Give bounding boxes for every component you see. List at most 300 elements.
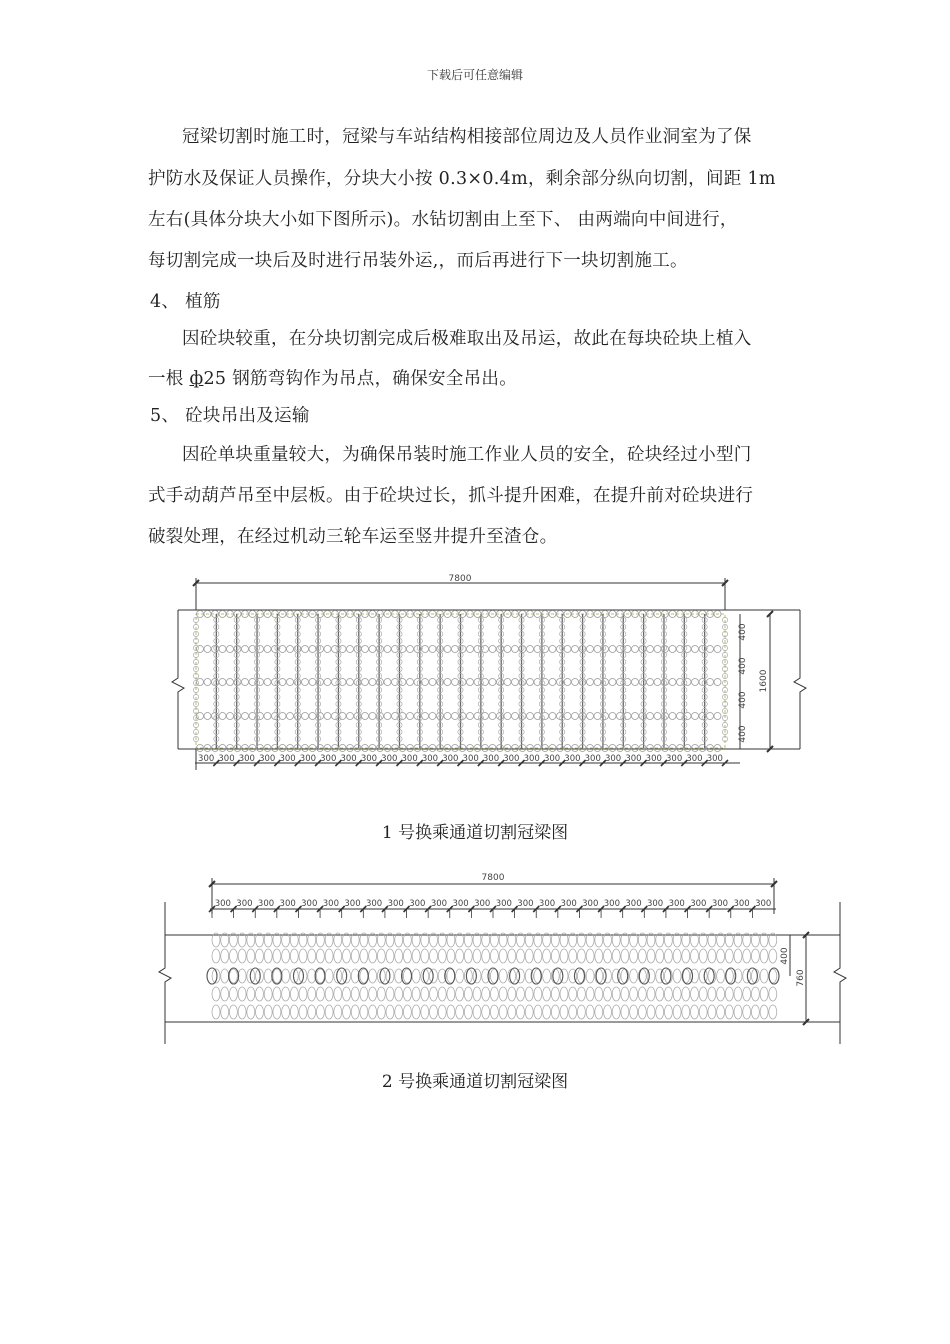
paragraph-1-line-4: 每切割完成一块后及时进行吊装外运,，而后再进行下一块切割施工。 — [148, 251, 688, 271]
fig2-hole — [725, 949, 733, 963]
fig1-hole — [512, 679, 519, 686]
paragraph-1-line-1: 冠梁切割时施工时，冠梁与车站结构相接部位周边及人员作业洞室为了保 — [182, 127, 752, 147]
fig1-hole — [594, 679, 601, 686]
fig2-hole — [577, 987, 585, 1001]
fig2-hole — [569, 949, 577, 963]
fig1-hole — [639, 646, 646, 653]
fig1-hole — [347, 646, 354, 653]
fig2-hole — [334, 1005, 342, 1019]
fig1-hole — [662, 646, 669, 653]
fig2-hole — [551, 1005, 559, 1019]
fig1-hole — [549, 679, 556, 686]
fig2-hole — [212, 987, 220, 1001]
fig2-segment-label: 300 — [452, 899, 469, 909]
fig1-hole — [212, 679, 219, 686]
fig2-hole — [525, 1005, 533, 1019]
fig2-hole — [525, 987, 533, 1001]
fig2-hole — [369, 949, 377, 963]
fig1-segment-label: 300 — [503, 754, 520, 764]
paragraph-2-line-1: 因砼块较重，在分块切割完成后极难取出及吊运，故此在每块砼块上植入 — [182, 329, 752, 349]
fig2-hole — [604, 987, 612, 1001]
fig2-hole — [273, 949, 281, 963]
fig1-hole — [482, 679, 489, 686]
fig1-segment-dimensions — [198, 754, 728, 766]
fig2-hole — [299, 1005, 307, 1019]
fig2-hole — [751, 969, 759, 983]
fig1-hole — [219, 646, 226, 653]
fig1-hole — [384, 646, 391, 653]
fig1-segment-label: 300 — [645, 754, 662, 764]
fig2-hole — [725, 1005, 733, 1019]
fig2-hole — [238, 969, 246, 983]
fig2-hole — [430, 949, 438, 963]
fig2-hole — [221, 969, 229, 983]
fig2-segment-label: 300 — [257, 899, 275, 909]
fig2-segment-label: 300 — [409, 899, 426, 909]
fig2-segment-label: 300 — [279, 899, 296, 909]
fig2-hole — [447, 949, 455, 963]
fig2-hole — [360, 949, 368, 963]
fig2-hole — [456, 969, 464, 983]
fig2-hole — [577, 1005, 585, 1019]
fig2-hole — [621, 987, 629, 1001]
fig1-segment-label: 300 — [218, 754, 235, 764]
fig1-hole — [707, 679, 714, 686]
fig1-hole — [474, 646, 481, 653]
fig2-segment-label: 300 — [560, 899, 577, 909]
fig1-hole — [242, 679, 249, 686]
fig2-hole — [386, 1005, 394, 1019]
fig1-hole — [219, 679, 226, 686]
fig1-hole — [429, 646, 436, 653]
fig2-hole — [325, 1005, 333, 1019]
fig2-hole — [430, 987, 438, 1001]
fig1-segment-label: 300 — [482, 754, 500, 764]
fig1-hole — [362, 646, 369, 653]
fig2-segment-label: 300 — [322, 899, 340, 909]
fig1-hole — [609, 713, 616, 720]
fig2-hole — [264, 1005, 272, 1019]
fig2-hole — [543, 969, 551, 983]
fig2-segment-label: 300 — [625, 899, 642, 909]
fig1-hole — [564, 646, 571, 653]
fig2-hole — [325, 987, 333, 1001]
fig2-hole — [369, 987, 377, 1001]
fig2-segment-label: 300 — [582, 899, 599, 909]
fig2-hole — [369, 1005, 377, 1019]
fig2-hole — [699, 949, 707, 963]
fig1-hole — [362, 679, 369, 686]
fig2-hole — [621, 1005, 629, 1019]
fig2-segment-label: 300 — [214, 899, 231, 909]
fig2-hole — [734, 949, 742, 963]
fig1-hole — [212, 646, 219, 653]
fig1-segment-label: 300 — [238, 754, 255, 764]
fig2-hole — [229, 949, 237, 963]
fig2-hole — [386, 949, 394, 963]
fig2-drill-hole-grid — [207, 933, 779, 1019]
section-4-heading: 4、 植筋 — [150, 292, 221, 312]
fig1-segment-label: 300 — [625, 754, 642, 764]
fig1-hole — [287, 679, 294, 686]
fig2-segment-label: 300 — [538, 899, 556, 909]
fig1-segment-label: 300 — [421, 754, 439, 764]
fig2-hole — [264, 987, 272, 1001]
fig1-hole — [227, 679, 234, 686]
paragraph-1-line-2: 护防水及保证人员操作，分块大小按 0.3×0.4m，剩余部分纵向切割，间距 1m — [148, 169, 776, 189]
fig1-segment-label: 300 — [340, 754, 357, 764]
fig2-hole — [604, 949, 612, 963]
fig2-segment-label: 300 — [474, 899, 491, 909]
fig2-hole — [403, 1005, 411, 1019]
fig2-hole — [221, 949, 229, 963]
fig2-hole — [377, 949, 385, 963]
fig1-hole — [242, 713, 249, 720]
fig1-hole — [264, 646, 271, 653]
fig1-row-label: 400 — [738, 623, 748, 641]
fig2-hole — [760, 969, 768, 983]
fig1-hole — [384, 713, 391, 720]
fig2-hole — [247, 987, 255, 1001]
fig2-hole — [708, 949, 716, 963]
fig2-hole — [351, 987, 359, 1001]
fig1-hole — [354, 679, 361, 686]
fig2-hole — [273, 1005, 281, 1019]
paragraph-3-line-1: 因砼单块重量较大，为确保吊装时施工作业人员的安全，砼块经过小型门 — [182, 445, 752, 465]
fig2-hole — [316, 987, 324, 1001]
fig1-hole — [227, 646, 234, 653]
fig2-hole — [543, 949, 551, 963]
fig1-hole — [692, 713, 699, 720]
fig1-hole — [197, 646, 204, 653]
fig2-hole — [308, 1005, 316, 1019]
fig2-hole — [525, 949, 533, 963]
fig1-hole — [714, 646, 721, 653]
fig2-hole — [316, 949, 324, 963]
fig2-hole — [421, 1005, 429, 1019]
fig2-segment-label: 300 — [711, 899, 729, 909]
fig2-hole — [273, 987, 281, 1001]
fig1-hole — [467, 646, 474, 653]
fig2-hole — [595, 1005, 603, 1019]
fig2-hole — [395, 949, 403, 963]
fig2-hole — [656, 987, 664, 1001]
fig2-hole — [708, 987, 716, 1001]
fig1-hole — [587, 679, 594, 686]
fig2-hole — [282, 1005, 290, 1019]
fig1-hole — [572, 713, 579, 720]
fig1-hole — [467, 713, 474, 720]
fig2-hole — [421, 949, 429, 963]
fig2-break-left — [159, 902, 171, 1044]
fig1-hole — [512, 713, 519, 720]
fig1-hole — [287, 713, 294, 720]
fig1-hole — [309, 713, 316, 720]
fig1-hole — [519, 679, 526, 686]
fig1-hole — [594, 713, 601, 720]
fig2-hole — [430, 1005, 438, 1019]
fig2-hole — [421, 987, 429, 1001]
fig1-segment-label: 300 — [686, 754, 703, 764]
fig1-hole — [542, 679, 549, 686]
fig2-hole — [717, 969, 725, 983]
fig1-hole — [309, 679, 316, 686]
fig2-hole — [490, 1005, 498, 1019]
fig1-segment-label: 300 — [523, 754, 540, 764]
fig2-hole — [299, 987, 307, 1001]
fig2-hole — [351, 949, 359, 963]
fig2-hole — [543, 987, 551, 1001]
fig1-hole — [339, 679, 346, 686]
fig2-hole — [360, 1005, 368, 1019]
fig2-hole — [499, 1005, 507, 1019]
fig2-hole — [264, 949, 272, 963]
fig2-hole — [473, 1005, 481, 1019]
fig2-hole — [630, 1005, 638, 1019]
fig2-hole — [569, 987, 577, 1001]
fig2-hole — [691, 987, 699, 1001]
fig2-hole — [334, 949, 342, 963]
fig1-hole — [362, 713, 369, 720]
fig2-hole — [569, 1005, 577, 1019]
paragraph-3-line-2: 式手动葫芦吊至中层板。由于砼块过长，抓斗提升困难，在提升前对砼块进行 — [148, 486, 754, 506]
fig2-hole — [438, 987, 446, 1001]
fig1-hole — [572, 679, 579, 686]
fig2-hole — [673, 987, 681, 1001]
fig1-segment-label: 300 — [259, 754, 276, 764]
fig2-hole — [508, 969, 516, 983]
fig1-hole — [452, 646, 459, 653]
fig2-hole — [499, 969, 507, 983]
fig2-hole — [351, 1005, 359, 1019]
fig1-hole — [489, 646, 496, 653]
fig2-hole — [673, 969, 681, 983]
fig2-hole — [612, 1005, 620, 1019]
fig2-hole — [717, 987, 725, 1001]
fig2-hole — [647, 987, 655, 1001]
fig1-hole — [309, 646, 316, 653]
fig1-hole — [489, 713, 496, 720]
fig2-hole — [769, 987, 777, 1001]
fig2-hole — [682, 949, 690, 963]
fig2-hole — [630, 987, 638, 1001]
rebar-diameter-symbol: ф — [189, 369, 204, 389]
fig1-hole — [714, 713, 721, 720]
fig1-hole — [204, 679, 211, 686]
fig2-hole — [769, 1005, 777, 1019]
fig1-hole — [684, 646, 691, 653]
fig1-hole — [692, 646, 699, 653]
fig2-hole — [699, 987, 707, 1001]
figure-2-caption: 2 号换乘通道切割冠梁图 — [381, 1072, 569, 1092]
fig2-hole-strong — [466, 968, 476, 984]
fig1-hole — [519, 646, 526, 653]
fig2-hole-strong — [747, 968, 757, 984]
fig2-hole — [212, 949, 220, 963]
fig1-hole — [369, 679, 376, 686]
fig1-hole — [587, 646, 594, 653]
fig1-hole — [227, 713, 234, 720]
fig1-hole — [429, 679, 436, 686]
fig1-hole — [204, 646, 211, 653]
fig2-hole — [395, 1005, 403, 1019]
fig2-hole — [308, 969, 316, 983]
fig1-break-right — [794, 610, 806, 749]
fig1-height-label: 1600 — [759, 669, 769, 693]
fig2-hole — [621, 949, 629, 963]
fig1-hole — [707, 646, 714, 653]
fig1-hole — [444, 713, 451, 720]
fig2-hole — [595, 949, 603, 963]
fig1-hole — [647, 713, 654, 720]
fig2-hole — [456, 949, 464, 963]
fig2-hole — [743, 987, 751, 1001]
fig2-hole — [369, 969, 377, 983]
fig1-hole — [407, 646, 414, 653]
fig2-segment-label: 300 — [236, 899, 253, 909]
fig1-hole — [609, 679, 616, 686]
fig2-hole — [499, 949, 507, 963]
fig2-hole — [638, 949, 646, 963]
fig2-hole — [308, 949, 316, 963]
fig2-hole — [229, 969, 237, 983]
fig2-hole — [238, 949, 246, 963]
fig2-hole-strong — [423, 968, 433, 984]
fig2-hole — [551, 949, 559, 963]
fig1-row-label: 400 — [738, 657, 748, 675]
fig2-hole — [717, 949, 725, 963]
fig2-hole — [560, 1005, 568, 1019]
fig1-hole — [287, 646, 294, 653]
fig2-hole — [499, 987, 507, 1001]
fig2-hole — [769, 949, 777, 963]
fig1-segment-label: 300 — [320, 754, 337, 764]
fig2-hole — [647, 949, 655, 963]
paragraph-3-line-3: 破裂处理，在经过机动三轮车运至竖井提升至渣仓。 — [148, 527, 558, 547]
fig2-hole — [630, 949, 638, 963]
fig1-segment-label: 300 — [604, 754, 622, 764]
fig2-hole — [534, 949, 542, 963]
fig1-hole — [504, 713, 511, 720]
fig2-hole — [743, 969, 751, 983]
fig1-hole — [264, 713, 271, 720]
fig1-segment-label: 300 — [543, 754, 561, 764]
fig2-hole — [630, 969, 638, 983]
fig2-hole — [656, 1005, 664, 1019]
fig2-hole — [699, 1005, 707, 1019]
figure-1-drawing — [0, 570, 950, 780]
fig2-hole — [482, 949, 490, 963]
fig2-hole — [438, 1005, 446, 1019]
fig2-hole — [395, 987, 403, 1001]
fig2-segment-label: 300 — [646, 899, 664, 909]
fig1-hole — [377, 679, 384, 686]
fig2-hole — [508, 949, 516, 963]
fig2-hole — [517, 969, 525, 983]
fig1-segment-label: 300 — [401, 754, 418, 764]
fig2-hole — [595, 987, 603, 1001]
fig1-hole — [452, 679, 459, 686]
fig1-hole — [587, 713, 594, 720]
fig1-hole — [504, 679, 511, 686]
fig2-segment-label: 300 — [301, 899, 318, 909]
fig2-hole — [212, 1005, 220, 1019]
fig2-hole — [386, 987, 394, 1001]
fig1-hole — [197, 679, 204, 686]
fig1-hole — [542, 646, 549, 653]
fig1-hole — [324, 679, 331, 686]
fig2-segment-label: 300 — [517, 899, 534, 909]
fig2-hole — [612, 949, 620, 963]
fig2-hole — [438, 949, 446, 963]
fig2-hole — [604, 1005, 612, 1019]
fig2-hole — [751, 949, 759, 963]
fig2-segment-label: 300 — [690, 899, 707, 909]
fig2-hole-strong — [683, 968, 693, 984]
fig2-segment-label: 300 — [365, 899, 383, 909]
fig2-hole — [586, 987, 594, 1001]
fig2-hole — [264, 969, 272, 983]
fig2-hole — [473, 987, 481, 1001]
page-header: 下载后可任意编辑 — [426, 68, 523, 82]
fig1-segment-label: 300 — [360, 754, 378, 764]
fig2-segment-label: 300 — [387, 899, 404, 909]
paragraph-2-line-2 — [148, 368, 517, 390]
fig1-hole — [692, 679, 699, 686]
fig2-hole — [682, 987, 690, 1001]
fig1-hole — [204, 713, 211, 720]
fig2-hole — [691, 1005, 699, 1019]
fig2-hole — [751, 987, 759, 1001]
fig1-segment-label: 300 — [584, 754, 601, 764]
fig2-hole — [473, 949, 481, 963]
fig2-hole — [508, 1005, 516, 1019]
fig1-hole — [594, 646, 601, 653]
fig2-hole — [673, 949, 681, 963]
fig2-hole — [577, 949, 585, 963]
text-suffix: 25 钢筋弯钩作为吊点，确保安全吊出。 — [203, 369, 517, 389]
fig1-hole — [662, 679, 669, 686]
fig2-hole — [464, 969, 472, 983]
fig1-hole — [407, 679, 414, 686]
fig2-break-right — [834, 902, 846, 1044]
fig2-hole — [256, 949, 264, 963]
fig2-hole — [543, 1005, 551, 1019]
fig2-hole — [299, 949, 307, 963]
fig2-segment-label: 300 — [603, 899, 621, 909]
fig1-hole — [264, 679, 271, 686]
fig2-hole — [673, 1005, 681, 1019]
fig2-hole — [221, 987, 229, 1001]
fig2-segment-label: 300 — [755, 899, 772, 909]
figure-1-caption: 1 号换乘通道切割冠梁图 — [381, 823, 569, 843]
fig1-hole — [654, 646, 661, 653]
fig2-hole — [612, 987, 620, 1001]
fig2-hole — [725, 987, 733, 1001]
fig1-hole — [482, 646, 489, 653]
fig2-hole — [282, 987, 290, 1001]
fig2-hole — [464, 987, 472, 1001]
fig2-hole — [760, 949, 768, 963]
fig2-hole — [534, 987, 542, 1001]
fig2-hole — [517, 949, 525, 963]
fig2-hole — [238, 987, 246, 1001]
fig1-hole — [504, 646, 511, 653]
fig1-hole — [347, 679, 354, 686]
fig2-segment-label: 300 — [668, 899, 685, 909]
fig2-hole — [282, 949, 290, 963]
fig2-hole — [238, 1005, 246, 1019]
